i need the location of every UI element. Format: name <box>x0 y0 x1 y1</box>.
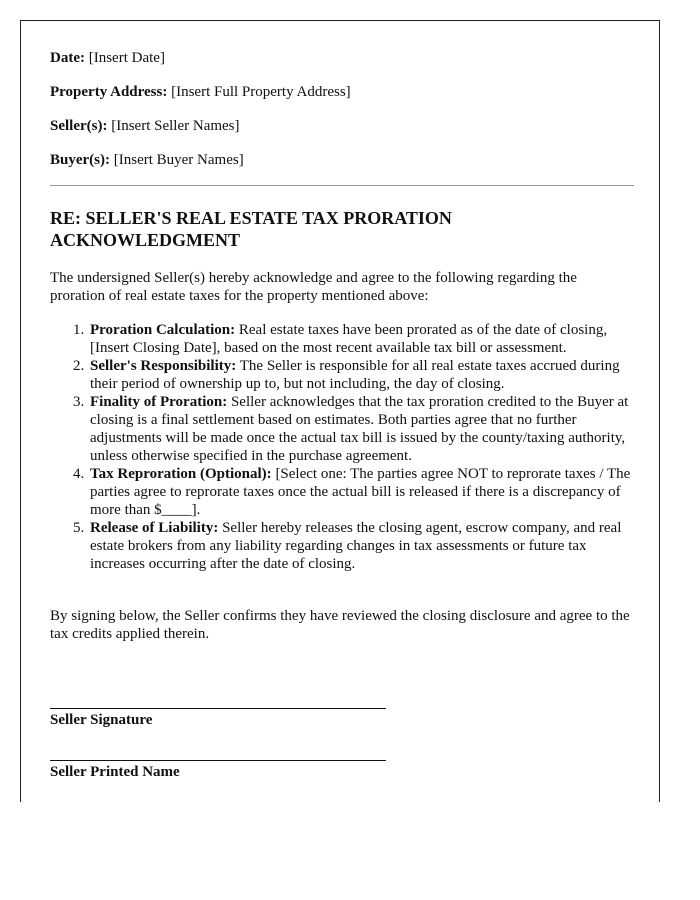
term-number: 4. <box>73 466 85 482</box>
date-label: Date: <box>50 50 85 66</box>
buyers-field <box>50 151 244 169</box>
buyers-value: [Insert Buyer Names] <box>113 152 244 168</box>
terms-list <box>50 321 634 573</box>
term-text: Seller acknowledges that the tax proration credited to the Buyer at closing is a final settlement based on estimates. Both parties agree that no further adjustments will be made once the actual tax bill is issued by the county/taxing authority, unless otherwise specified in the purchase agreement. <box>90 394 629 464</box>
header-divider <box>50 185 634 186</box>
date-field <box>50 49 165 67</box>
term-number: 5. <box>73 520 85 536</box>
seller-printed-name-label: Seller Printed Name <box>50 764 180 780</box>
term-item-5 <box>50 519 634 573</box>
term-heading: Finality of Proration: <box>90 394 228 410</box>
seller-signature-line[interactable] <box>50 708 386 709</box>
closing-paragraph: By signing below, the Seller confirms they have reviewed the closing disclosure and agree to the tax credits applied therein. <box>50 608 630 642</box>
sellers-label: Seller(s): <box>50 118 108 134</box>
document-page <box>20 20 660 802</box>
term-heading: Tax Reproration (Optional): <box>90 466 272 482</box>
term-heading: Seller's Responsibility: <box>90 358 237 374</box>
term-number: 3. <box>73 394 85 410</box>
term-text: Seller hereby releases the closing agent, escrow company, and real estate brokers from any liability regarding changes in tax assessments or future tax increases occurring after the date of closing. <box>90 520 622 572</box>
term-heading: Release of Liability: <box>90 520 219 536</box>
term-item-3 <box>50 393 634 465</box>
seller-printed-name-line[interactable] <box>50 760 386 761</box>
term-item-2 <box>50 357 634 393</box>
seller-signature-label: Seller Signature <box>50 712 153 728</box>
date-value: [Insert Date] <box>88 50 165 66</box>
sellers-value: [Insert Seller Names] <box>111 118 240 134</box>
property-address-field <box>50 83 351 101</box>
intro-paragraph: The undersigned Seller(s) hereby acknowledge and agree to the following regarding the proration of real estate taxes for the property mentioned above: <box>50 270 577 304</box>
sellers-field <box>50 117 240 135</box>
buyers-label: Buyer(s): <box>50 152 110 168</box>
term-number: 1. <box>73 322 85 338</box>
term-text: [Select one: The parties agree NOT to reprorate taxes / The parties agree to reprorate taxes once the actual bill is released if there is a discrepancy of more than $____]. <box>90 466 631 518</box>
term-item-4 <box>50 465 634 519</box>
term-text: Real estate taxes have been prorated as of the date of closing, [Insert Closing Date], based on the most recent available tax bill or assessment. <box>90 322 608 356</box>
term-number: 2. <box>73 358 85 374</box>
term-text: The Seller is responsible for all real estate taxes accrued during their period of ownership up to, but not including, the day of closing. <box>90 358 620 392</box>
property-address-value: [Insert Full Property Address] <box>171 84 351 100</box>
term-item-1 <box>50 321 634 357</box>
property-address-label: Property Address: <box>50 84 168 100</box>
term-heading: Proration Calculation: <box>90 322 236 338</box>
document-title: RE: SELLER'S REAL ESTATE TAX PRORATION ACKNOWLEDGMENT <box>50 208 452 250</box>
